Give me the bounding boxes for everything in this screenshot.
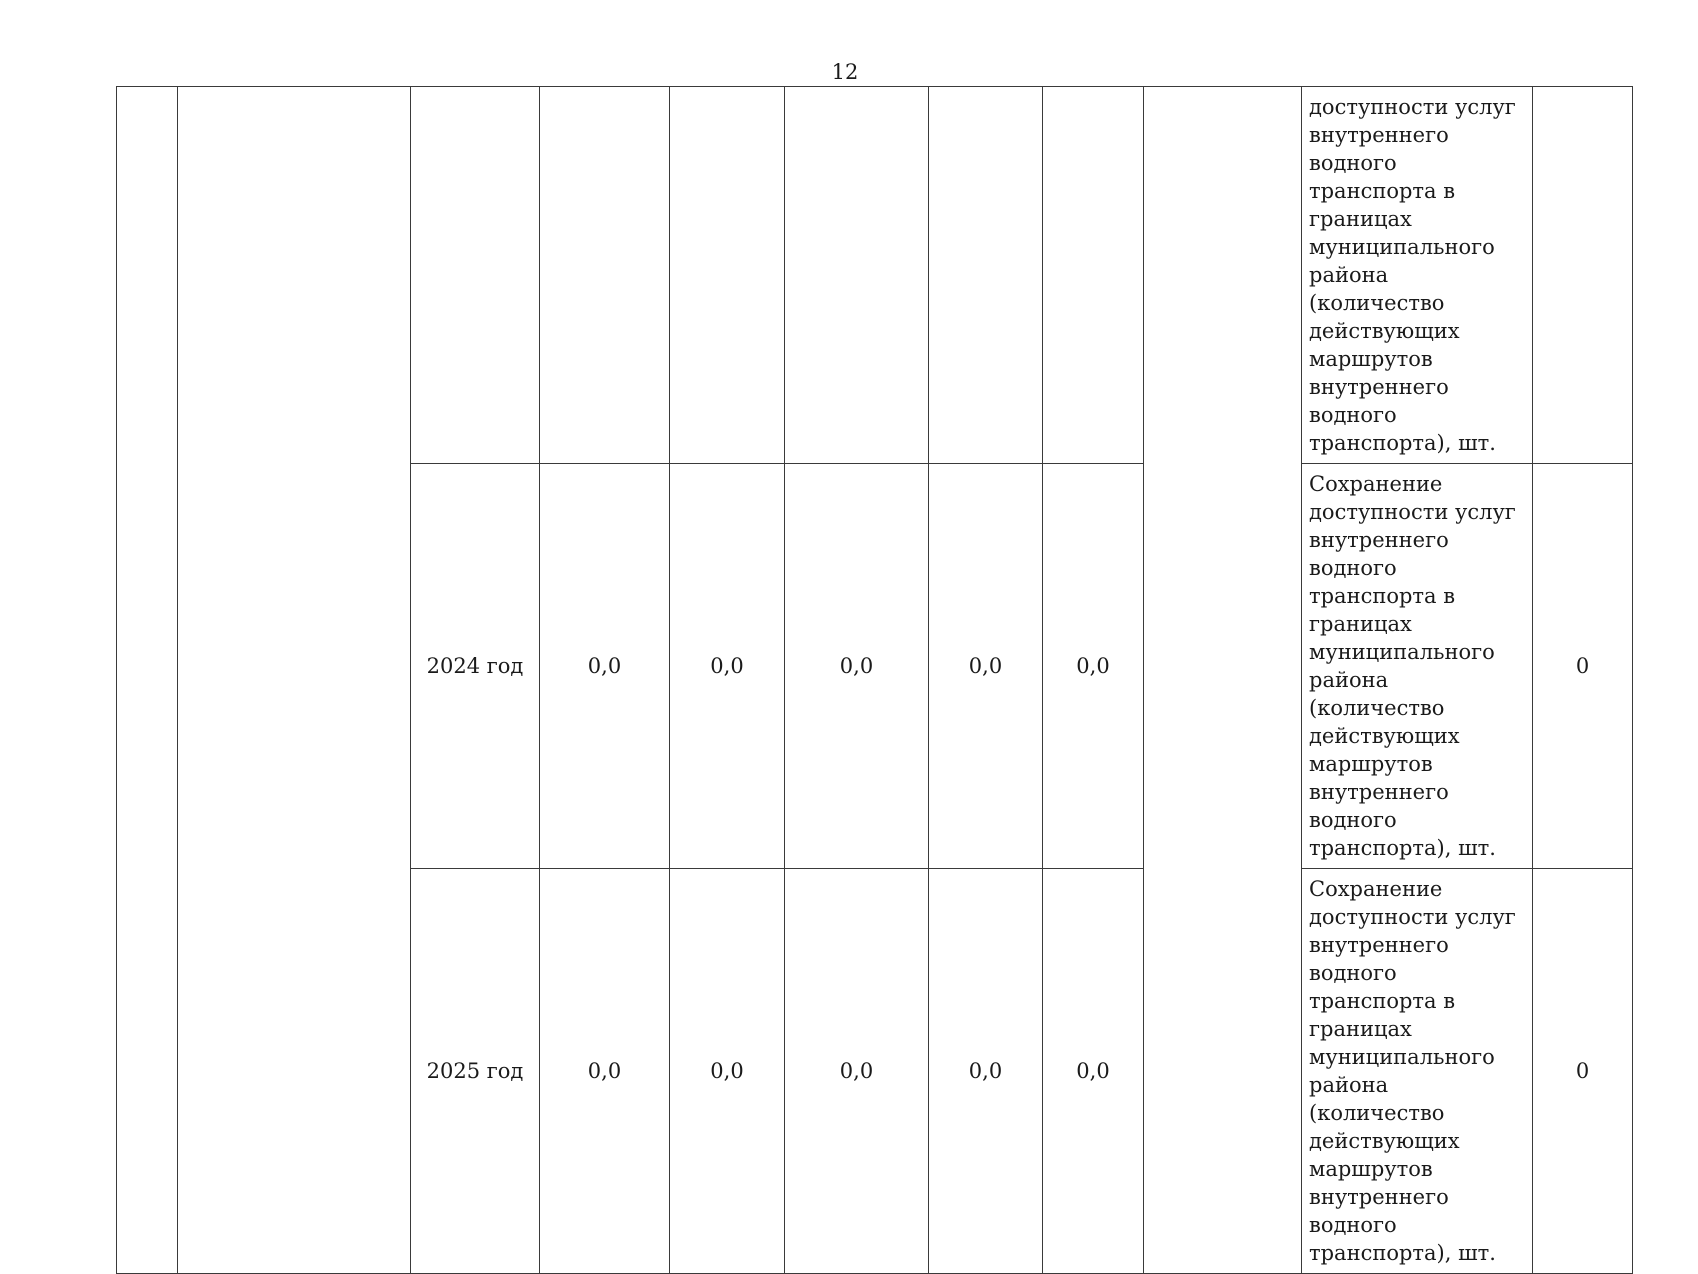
value-cell-other: [1043, 87, 1144, 464]
target-value-cell: 0: [1533, 869, 1633, 1274]
value-cell-local: 0,0: [929, 464, 1043, 869]
year-cell: 2025 год: [411, 869, 540, 1274]
value-cell-federal: 0,0: [670, 869, 785, 1274]
value-cell-local: [929, 87, 1043, 464]
value-cell-total: 0,0: [540, 464, 670, 869]
value-cell-regional: [785, 87, 929, 464]
financing-table: [116, 86, 1633, 1274]
value-cell-other: 0,0: [1043, 869, 1144, 1274]
indicator-cell: доступности услуг внутреннего водного транспорта в границах муниципального района (количество действующих маршрутов внутреннего водного транспорта), шт.: [1302, 87, 1533, 464]
table-row: [117, 87, 1633, 464]
page-number: [0, 58, 1698, 86]
value-cell-total: 0,0: [540, 869, 670, 1274]
indicator-cell: Сохранение доступности услуг внутреннего водного транспорта в границах муниципального района (количество действующих маршрутов внутреннего водного транспорта), шт.: [1302, 869, 1533, 1274]
row-number-cell: [117, 87, 178, 1274]
page-number-text: 12: [831, 60, 859, 84]
indicator-cell: Сохранение доступности услуг внутреннего водного транспорта в границах муниципального района (количество действующих маршрутов внутреннего водного транспорта), шт.: [1302, 464, 1533, 869]
value-cell-local: 0,0: [929, 869, 1043, 1274]
year-cell: 2024 год: [411, 464, 540, 869]
measure-name-cell: [178, 87, 411, 1274]
value-cell-other: 0,0: [1043, 464, 1144, 869]
target-value-cell: [1533, 87, 1633, 464]
value-cell-federal: [670, 87, 785, 464]
target-value-cell: 0: [1533, 464, 1633, 869]
value-cell-total: [540, 87, 670, 464]
value-cell-federal: 0,0: [670, 464, 785, 869]
value-cell-regional: 0,0: [785, 869, 929, 1274]
year-cell: [411, 87, 540, 464]
value-cell-regional: 0,0: [785, 464, 929, 869]
executor-cell: [1144, 87, 1302, 1274]
